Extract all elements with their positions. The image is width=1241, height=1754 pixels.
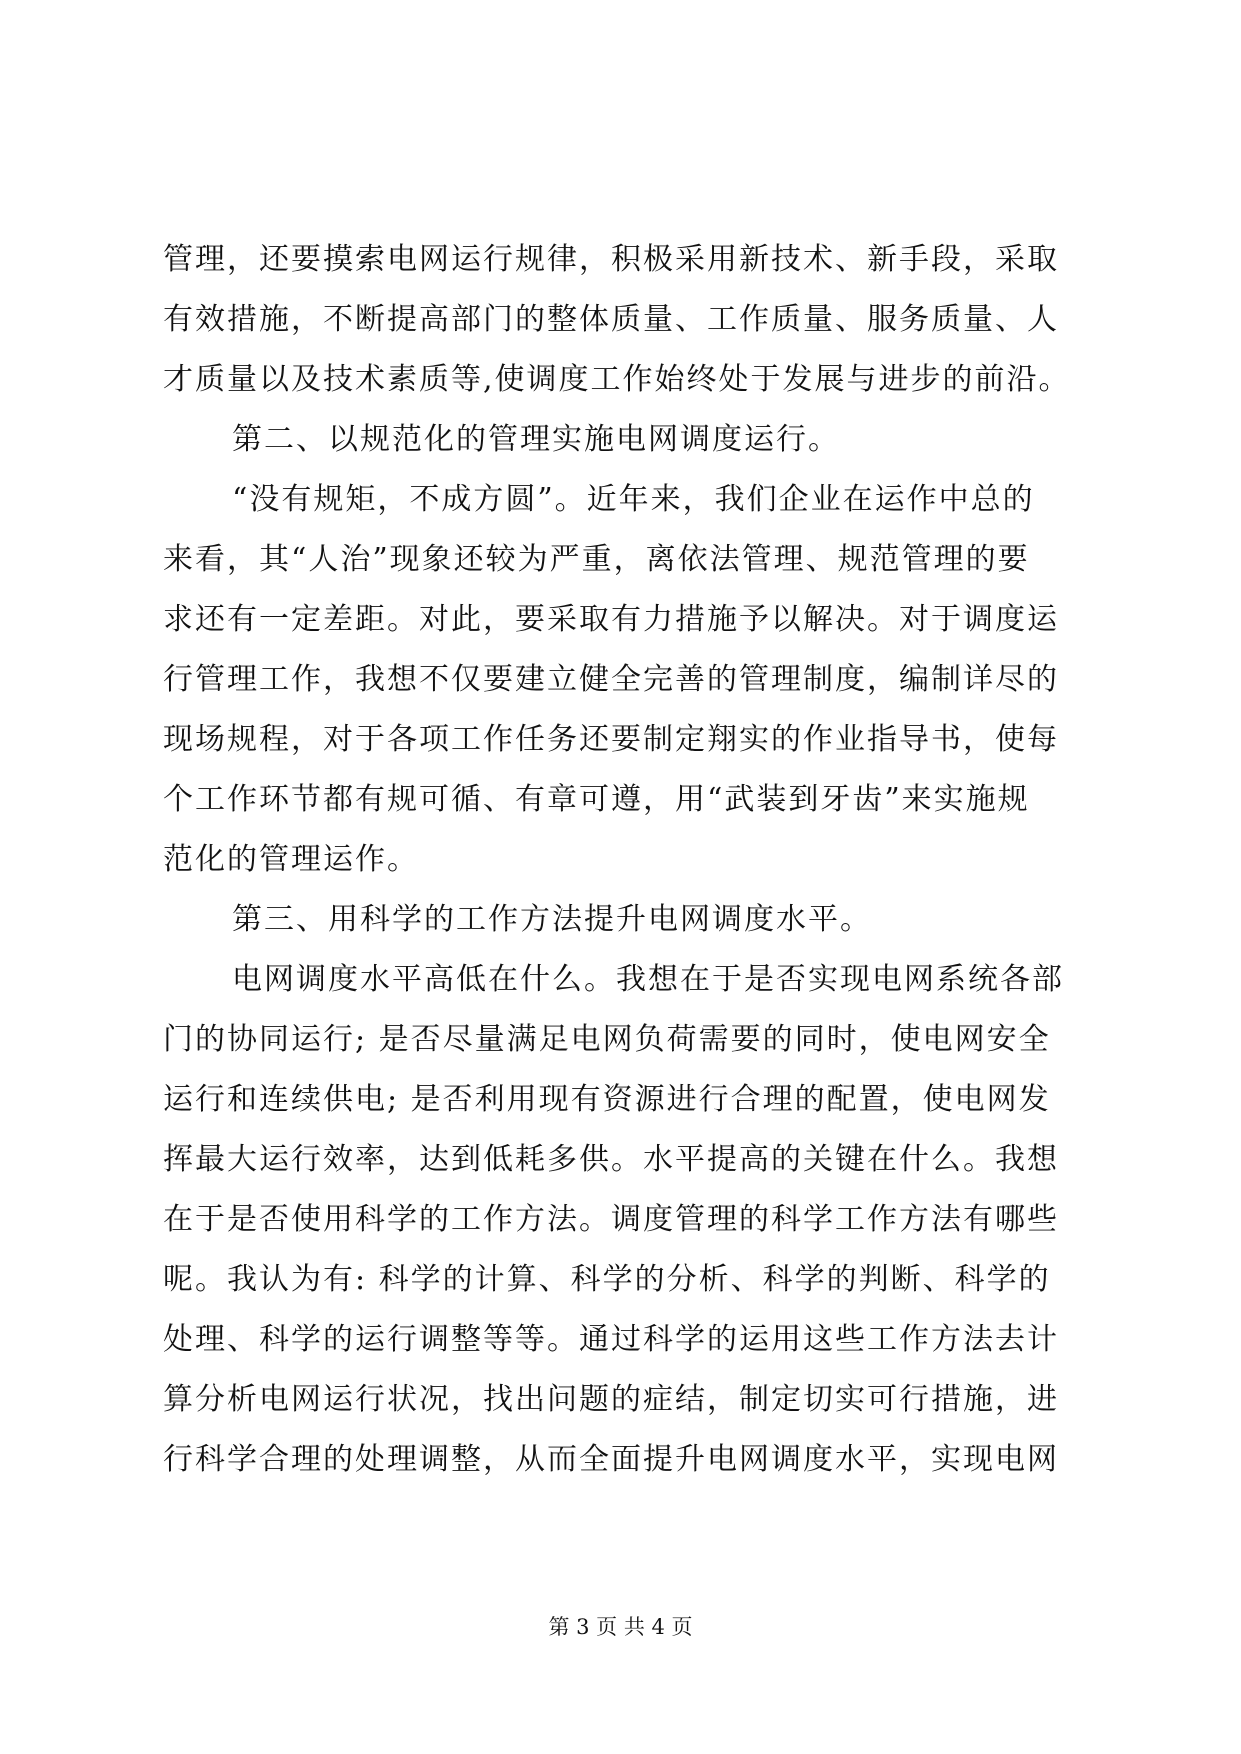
body-line-19: 处理、科学的运行调整等等。通过科学的运用这些工作方法去计 — [163, 1322, 1059, 1357]
body-line-2: 有效措施，不断提高部门的整体质量、工作质量、服务质量、人 — [163, 302, 1059, 337]
page-footer: 第 3 页 共 4 页 — [548, 1615, 693, 1639]
body-line-9: 现场规程，对于各项工作任务还要制定翔实的作业指导书，使每 — [163, 722, 1059, 757]
section-heading-2: 第二、以规范化的管理实施电网调度运行。 — [232, 422, 840, 457]
body-line-3: 才质量以及技术素质等,使调度工作始终处于发展与进步的前沿。 — [163, 362, 1071, 397]
body-line-14: 门的协同运行; 是否尽量满足电网负荷需要的同时，使电网安全 — [163, 1022, 1051, 1057]
body-line-5: “没有规矩，不成方圆”。近年来，我们企业在运作中总的 — [232, 482, 1035, 517]
body-line-21: 行科学合理的处理调整，从而全面提升电网调度水平，实现电网 — [163, 1442, 1059, 1477]
body-line-13: 电网调度水平高低在什么。我想在于是否实现电网系统各部 — [232, 962, 1064, 997]
body-line-16: 挥最大运行效率，达到低耗多供。水平提高的关键在什么。我想 — [163, 1142, 1059, 1177]
body-line-11: 范化的管理运作。 — [163, 842, 419, 877]
body-line-7: 求还有一定差距。对此，要采取有力措施予以解决。对于调度运 — [163, 602, 1059, 637]
body-line-15: 运行和连续供电; 是否利用现有资源进行合理的配置，使电网发 — [163, 1082, 1051, 1117]
body-line-6: 来看，其“人治”现象还较为严重，离依法管理、规范管理的要 — [163, 542, 1030, 577]
body-line-17: 在于是否使用科学的工作方法。调度管理的科学工作方法有哪些 — [163, 1202, 1059, 1237]
body-line-8: 行管理工作，我想不仅要建立健全完善的管理制度，编制详尽的 — [163, 662, 1059, 697]
body-line-10: 个工作环节都有规可循、有章可遵，用“武装到牙齿”来实施规 — [163, 782, 1030, 817]
body-line-1: 管理，还要摸索电网运行规律，积极采用新技术、新手段，采取 — [163, 242, 1059, 277]
body-line-18: 呢。我认为有: 科学的计算、科学的分析、科学的判断、科学的 — [163, 1262, 1051, 1297]
section-heading-3: 第三、用科学的工作方法提升电网调度水平。 — [232, 902, 872, 937]
body-line-20: 算分析电网运行状况，找出问题的症结，制定切实可行措施，进 — [163, 1382, 1059, 1417]
